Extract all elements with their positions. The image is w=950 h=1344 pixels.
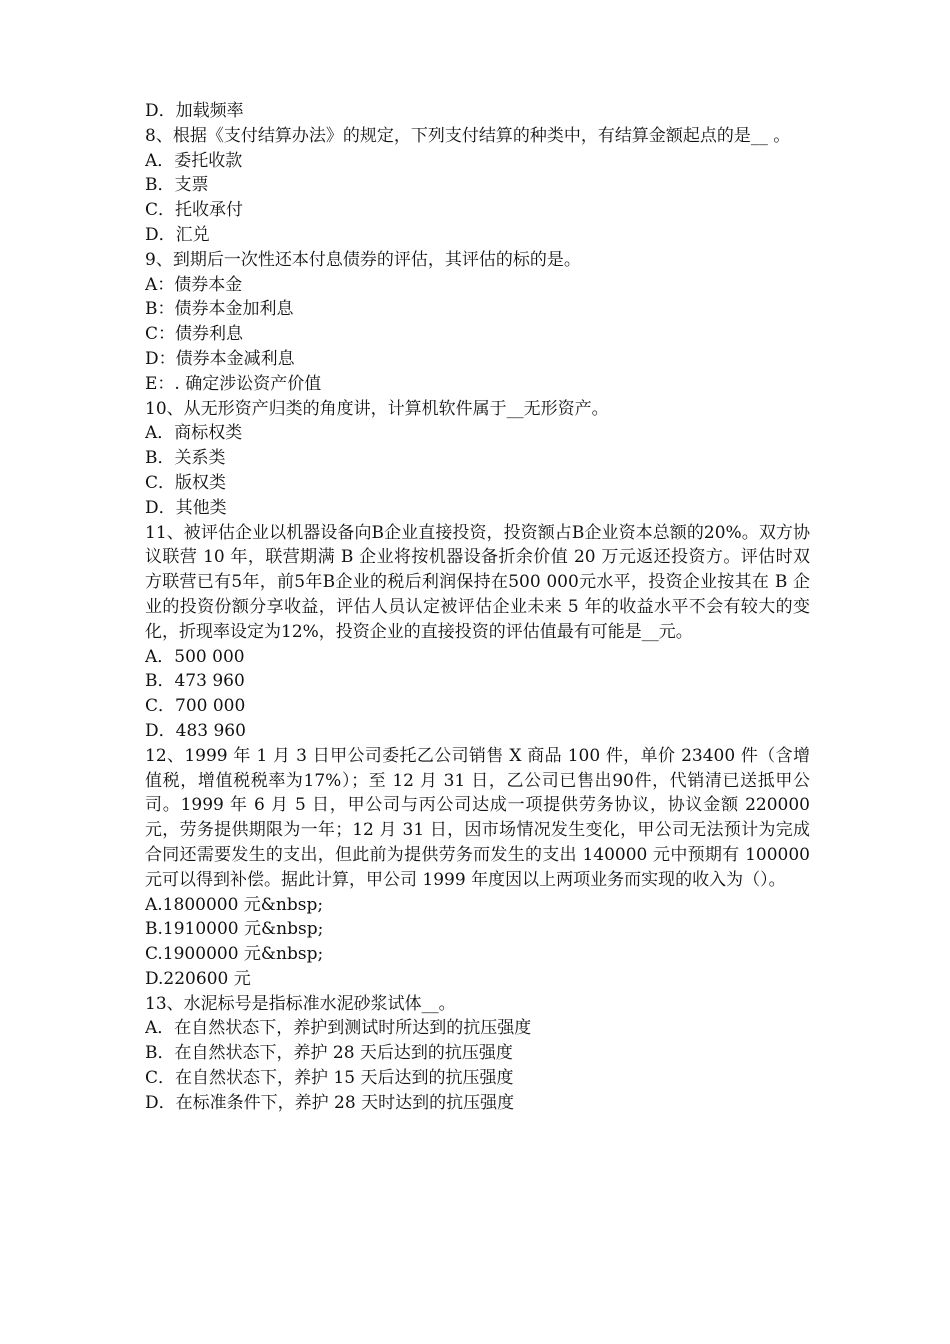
- question-13-option-a: A．在自然状态下，养护到测试时所达到的抗压强度: [145, 1018, 532, 1039]
- question-13-option-d: D．在标准条件下，养护 28 天时达到的抗压强度: [145, 1092, 515, 1113]
- question-9-option-c: C：债券利息: [145, 324, 244, 345]
- question-11-stem: 11、被评估企业以机器设备向B企业直接投资，投资额占B企业资本总额的20%。双方协议联营 10 年，联营期满 B 企业将按机器设备折余价值 20 万元返还投资方。评估时双方联营已有5年，前5年B企业的税后利润保持在500 000元水平，投资企业按其在 B 企业的投资份额分享收益，评估人员认定被评估企业未来 5 年的收益水平不会有较大的变化，折现率设定为12%，投资企业的直接投资的评估值最有可能是__元。: [145, 522, 810, 642]
- question-8-stem: 8、根据《支付结算办法》的规定，下列支付结算的种类中，有结算金额起点的是__ 。: [145, 125, 791, 146]
- question-11-option-c: C．700 000: [145, 696, 246, 717]
- question-9-stem: 9、到期后一次性还本付息债券的评估，其评估的标的是。: [145, 249, 581, 270]
- question-12-option-a: A.1800000 元&nbsp;: [145, 894, 324, 915]
- question-12-option-d: D.220600 元: [145, 968, 251, 989]
- question-9-option-a: A：债券本金: [145, 274, 243, 295]
- question-13-option-c: C．在自然状态下，养护 15 天后达到的抗压强度: [145, 1068, 514, 1089]
- question-13-stem: 13、水泥标号是指标准水泥砂浆试体__。: [145, 993, 456, 1014]
- question-8-option-d: D．汇兑: [145, 224, 210, 245]
- question-10-option-c: C．版权类: [145, 472, 227, 493]
- document-page: [145, 99, 810, 1116]
- question-9-option-b: B：债券本金加利息: [145, 299, 294, 320]
- option-d-prev: D．加载频率: [145, 101, 244, 121]
- question-10-option-a: A．商标权类: [145, 423, 243, 444]
- question-8-option-c: C．托收承付: [145, 200, 244, 221]
- question-9-option-d: D：债券本金减利息: [145, 348, 295, 369]
- question-10-option-d: D．其他类: [145, 497, 227, 518]
- question-9-option-e: E：. 确定涉讼资产价值: [145, 373, 322, 394]
- question-13-option-b: B．在自然状态下，养护 28 天后达到的抗压强度: [145, 1043, 513, 1064]
- question-12-option-c: C.1900000 元&nbsp;: [145, 944, 324, 965]
- question-11-option-b: B．473 960: [145, 671, 245, 692]
- question-12-stem: 12、1999 年 1 月 3 日甲公司委托乙公司销售 X 商品 100 件，单价 23400 件（含增值税，增值税税率为17%）；至 12 月 31 日，乙公司已售出90件，代销清已送抵甲公司。1999 年 6 月 5 日，甲公司与丙公司达成一项提供劳务协议，协议金额 220000 元，劳务提供期限为一年；12 月 31 日，因市场情况发生变化，甲公司无法预计为完成合同还需要发生的支出，但此前为提供劳务而发生的支出 140000 元中预期有 100000 元可以得到补偿。据此计算，甲公司 1999 年度因以上两项业务而实现的收入为（）。: [145, 745, 810, 890]
- question-10-option-b: B．关系类: [145, 448, 226, 469]
- question-8-option-a: A．委托收款: [145, 150, 243, 171]
- question-11-option-d: D．483 960: [145, 720, 246, 741]
- question-10-stem: 10、从无形资产归类的角度讲，计算机软件属于__无形资产。: [145, 398, 609, 419]
- question-11-option-a: A．500 000: [145, 646, 245, 667]
- question-12-option-b: B.1910000 元&nbsp;: [145, 919, 324, 940]
- question-8-option-b: B．支票: [145, 175, 209, 196]
